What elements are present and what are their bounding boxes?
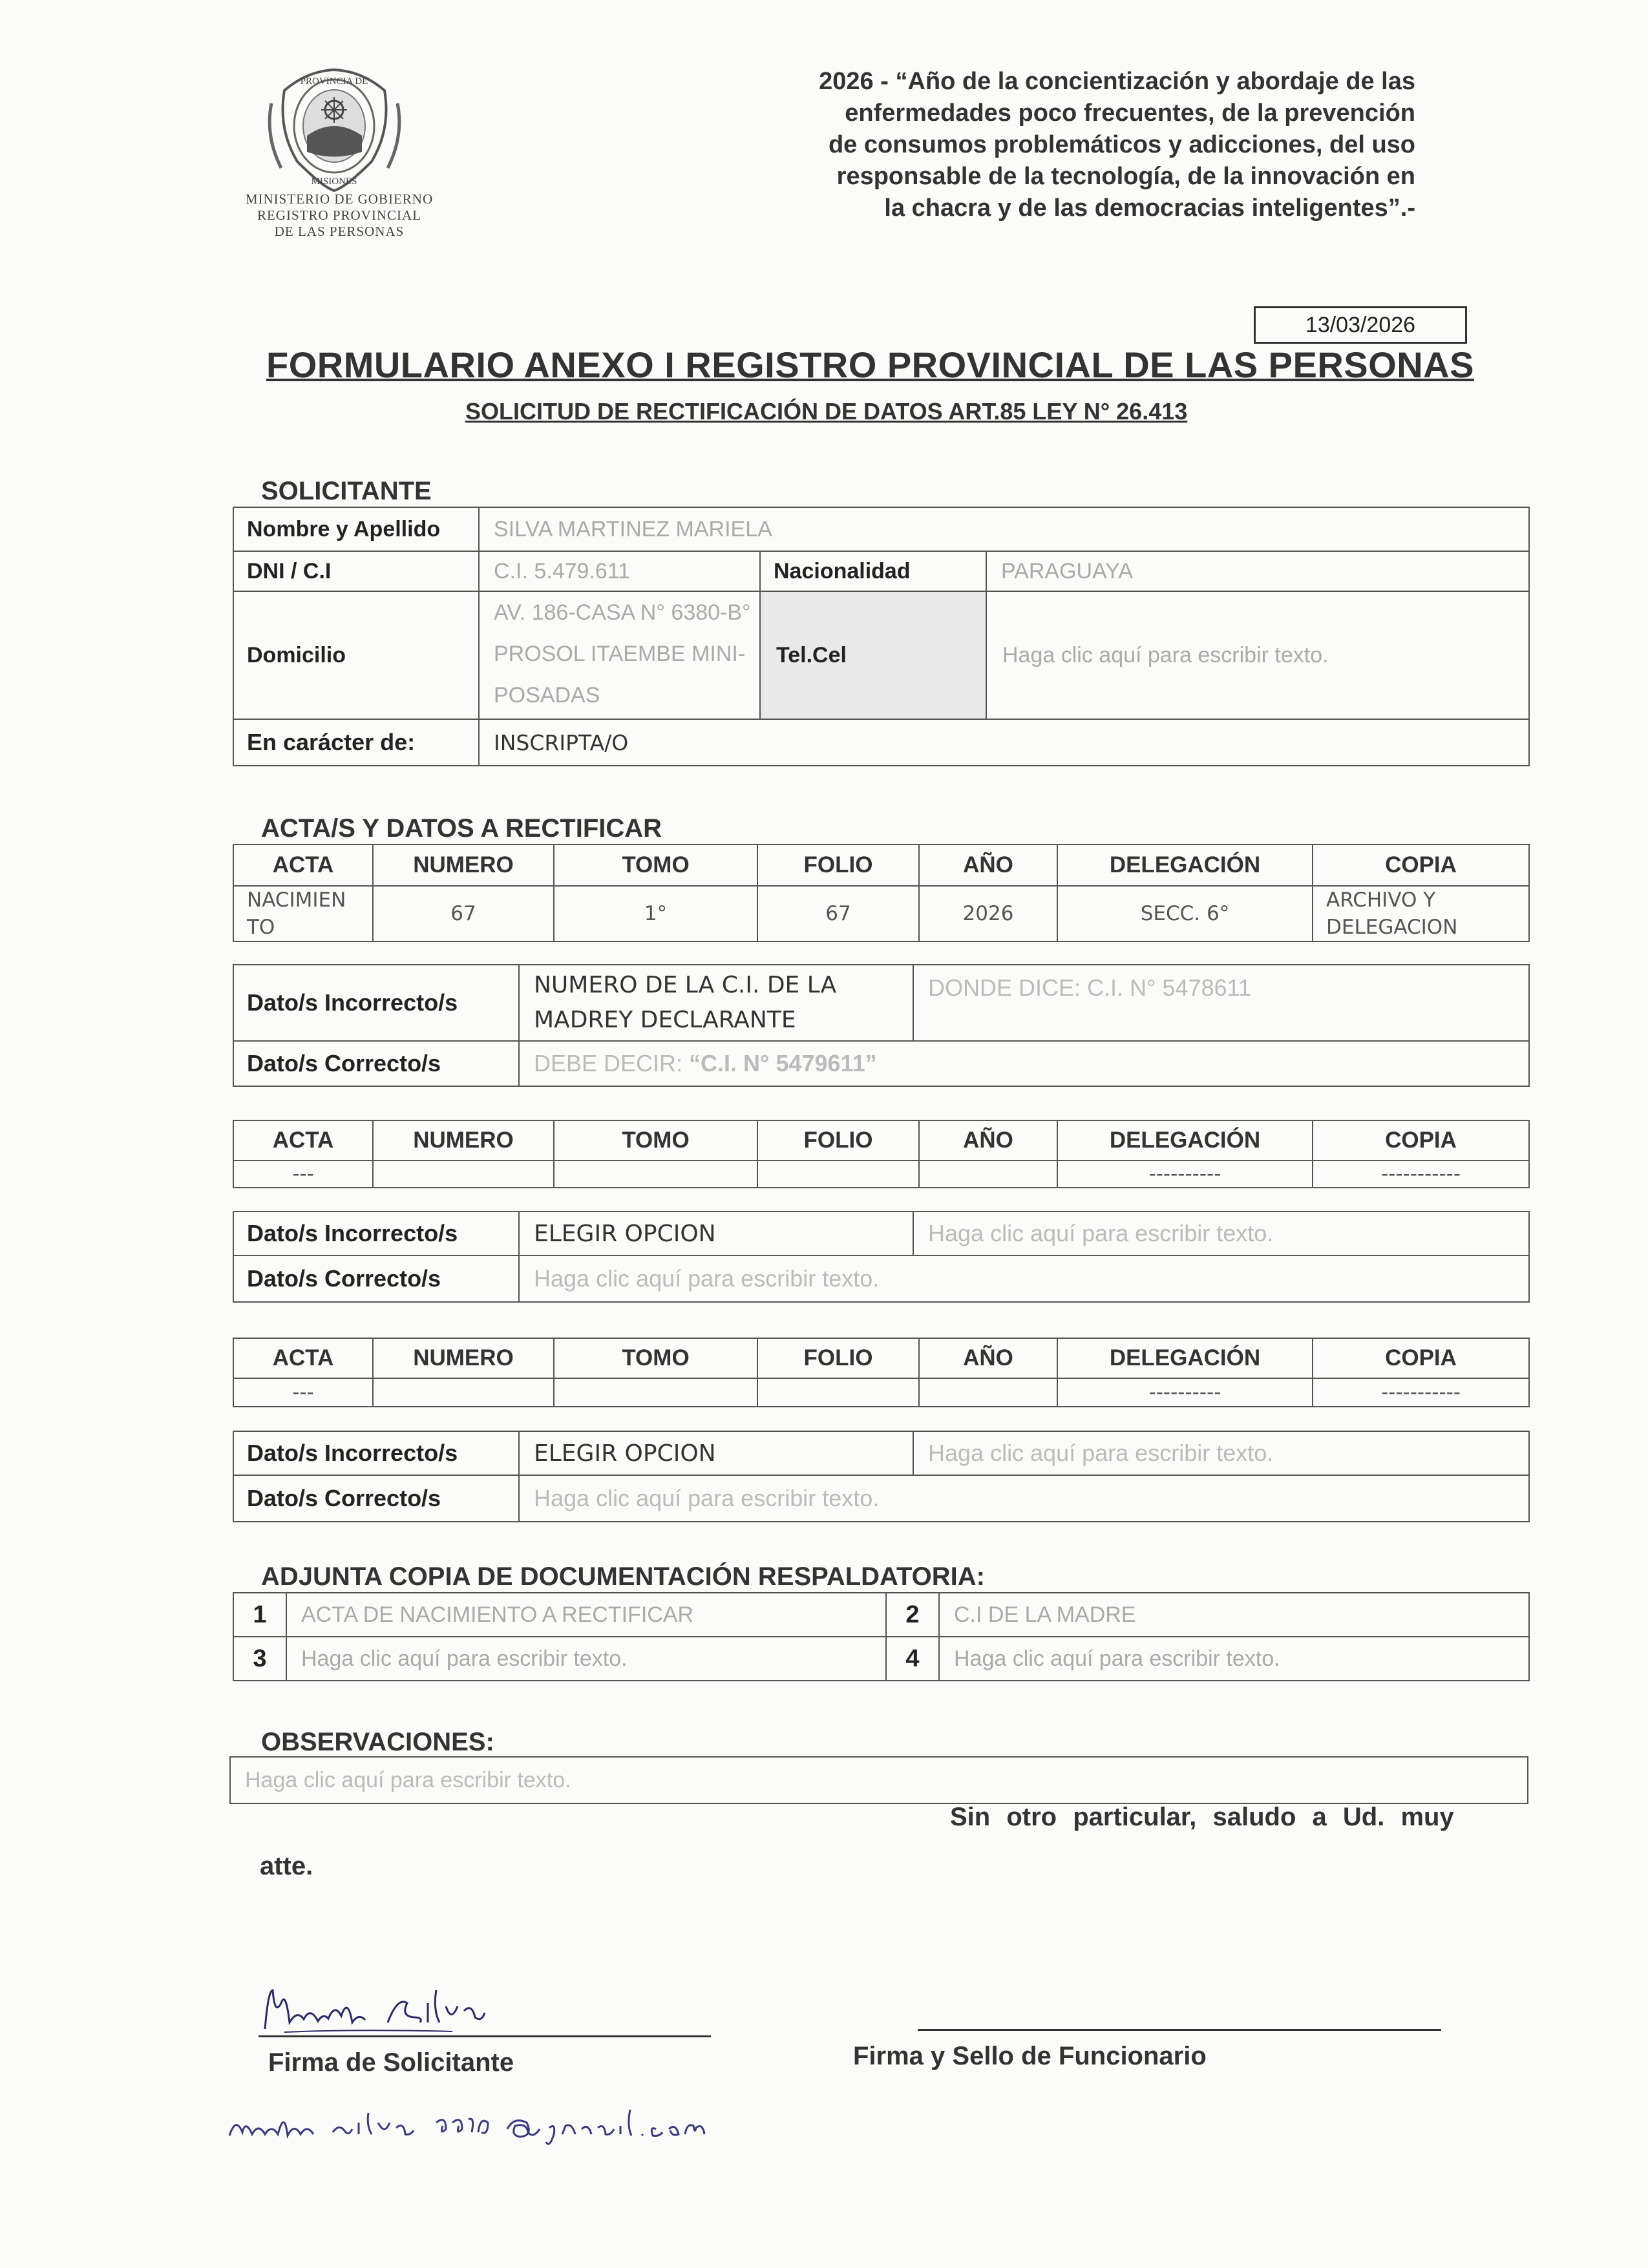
section-title-solicitante: SOLICITANTE (261, 477, 432, 505)
dato-table-3 (233, 1431, 1530, 1522)
nacionalidad-label: Nacionalidad (760, 551, 986, 591)
domicilio-field[interactable] (479, 591, 760, 719)
nacionalidad-field[interactable]: PARAGUAYA (986, 551, 1529, 591)
col-copia: COPIA (1313, 1338, 1529, 1378)
acta-type-field[interactable]: --- (233, 1160, 373, 1188)
numero-field[interactable] (373, 1378, 554, 1407)
adjunta-num: 4 (886, 1637, 939, 1681)
acta-type-line: NACIMIEN (247, 888, 346, 912)
anio-field[interactable]: 2026 (919, 886, 1057, 941)
numero-field[interactable]: 67 (373, 886, 554, 941)
dato-correcto-field[interactable]: Haga clic aquí para escribir texto. (519, 1255, 1529, 1302)
name-label: Nombre y Apellido (233, 507, 479, 551)
closing-line: Sin otro particular, saludo a Ud. muy (950, 1803, 1454, 1831)
dato-correcto-label: Dato/s Correcto/s (233, 1255, 519, 1302)
col-acta: ACTA (233, 1120, 373, 1160)
solicitante-table (233, 507, 1530, 766)
dato-incorrecto-detail[interactable]: Haga clic aquí para escribir texto. (913, 1431, 1529, 1475)
dato-incorrecto-detail[interactable]: DONDE DICE: C.I. N° 5478611 (913, 965, 1529, 1041)
col-tomo: TOMO (554, 1120, 757, 1160)
motto-line: 2026 - “Año de la concientización y abordaje de las (819, 68, 1415, 95)
section-title-observaciones: OBSERVACIONES: (261, 1728, 494, 1756)
delegacion-field[interactable]: ---------- (1057, 1160, 1313, 1188)
tomo-field[interactable] (554, 1160, 757, 1188)
observaciones-field[interactable]: Haga clic aquí para escribir texto. (230, 1757, 1528, 1803)
col-tomo: TOMO (554, 845, 757, 886)
copia-field[interactable]: ----------- (1313, 1160, 1529, 1188)
acta-table-1 (233, 844, 1530, 942)
signature-label-solicitante: Firma de Solicitante (268, 2048, 514, 2077)
date-field[interactable]: 13/03/2026 (1254, 306, 1467, 344)
handwritten-email (223, 2097, 727, 2155)
ministry-line: REGISTRO PROVINCIAL (257, 207, 422, 223)
dato-correcto-label: Dato/s Correcto/s (233, 1041, 519, 1086)
anio-field[interactable] (919, 1378, 1057, 1407)
motto-line: de consumos problemáticos y adicciones, del uso (828, 131, 1415, 158)
tomo-field[interactable]: 1° (554, 886, 757, 941)
col-anio: AÑO (919, 1338, 1057, 1378)
adjunta-field[interactable]: Haga clic aquí para escribir texto. (939, 1637, 1529, 1681)
adjunta-num: 1 (233, 1593, 286, 1637)
dato-correcto-field[interactable]: Haga clic aquí para escribir texto. (519, 1475, 1529, 1522)
col-folio: FOLIO (757, 1120, 919, 1160)
acta-table-2 (233, 1120, 1530, 1188)
col-folio: FOLIO (757, 1338, 919, 1378)
closing-atte: atte. (260, 1852, 313, 1880)
dato-correcto-field[interactable] (519, 1041, 1529, 1086)
year-motto (730, 66, 1415, 224)
col-copia: COPIA (1313, 1120, 1529, 1160)
dato-correcto-value: “C.I. N° 5479611” (689, 1050, 877, 1076)
col-delegacion: DELEGACIÓN (1057, 1120, 1313, 1160)
adjunta-field[interactable]: C.I DE LA MADRE (939, 1593, 1529, 1637)
ministry-name (220, 191, 459, 240)
caracter-field[interactable]: INSCRIPTA/O (479, 719, 1529, 766)
dato-incorrecto-line: NUMERO DE LA C.I. DE LA (534, 972, 837, 998)
motto-line: enfermedades poco frecuentes, de la prevención (845, 100, 1415, 127)
delegacion-field[interactable]: ---------- (1057, 1378, 1313, 1407)
seal-text-bottom: MISIONES (311, 176, 357, 187)
col-tomo: TOMO (554, 1338, 757, 1378)
motto-line: responsable de la tecnología, de la innovación en (836, 163, 1415, 190)
dato-incorrecto-label: Dato/s Incorrecto/s (233, 965, 519, 1041)
form-title: FORMULARIO ANEXO I REGISTRO PROVINCIAL DE LAS PERSONAS (266, 344, 1474, 385)
signature-line-solicitante (259, 2035, 711, 2037)
acta-table-3 (233, 1338, 1530, 1407)
col-acta: ACTA (233, 1338, 373, 1378)
dni-field[interactable]: C.I. 5.479.611 (479, 551, 760, 591)
dato-incorrecto-detail[interactable]: Haga clic aquí para escribir texto. (913, 1212, 1529, 1255)
name-field[interactable]: SILVA MARTINEZ MARIELA (479, 507, 1529, 551)
copia-field[interactable]: ----------- (1313, 1378, 1529, 1407)
folio-field[interactable] (757, 1378, 919, 1407)
adjunta-num: 3 (233, 1637, 286, 1681)
folio-field[interactable]: 67 (757, 886, 919, 941)
col-delegacion: DELEGACIÓN (1057, 1338, 1313, 1378)
acta-type-field[interactable]: --- (233, 1378, 373, 1407)
col-delegacion: DELEGACIÓN (1057, 845, 1313, 886)
dato-incorrecto-select[interactable]: ELEGIR OPCION (519, 1212, 913, 1255)
col-numero: NUMERO (373, 845, 554, 886)
dato-incorrecto-label: Dato/s Incorrecto/s (233, 1212, 519, 1255)
folio-field[interactable] (757, 1160, 919, 1188)
col-numero: NUMERO (373, 1338, 554, 1378)
dato-table-1 (233, 964, 1530, 1087)
dato-correcto-label: Dato/s Correcto/s (233, 1475, 519, 1522)
copia-line: ARCHIVO Y (1326, 888, 1436, 912)
domicilio-line: AV. 186-CASA N° 6380-B° (494, 600, 751, 625)
domicilio-line: POSADAS (494, 683, 600, 708)
tomo-field[interactable] (554, 1378, 757, 1407)
caracter-label: En carácter de: (233, 719, 479, 766)
dni-label: DNI / C.I (233, 551, 479, 591)
anio-field[interactable] (919, 1160, 1057, 1188)
dato-incorrecto-label: Dato/s Incorrecto/s (233, 1431, 519, 1475)
seal-text-top: PROVINCIA DE (300, 76, 368, 87)
domicilio-line: PROSOL ITAEMBE MINI- (494, 642, 746, 666)
dato-incorrecto-field[interactable] (519, 965, 913, 1041)
delegacion-field[interactable]: SECC. 6° (1057, 886, 1313, 941)
copia-field[interactable] (1313, 886, 1529, 941)
copia-line: DELEGACION (1326, 916, 1458, 939)
domicilio-label: Domicilio (233, 591, 479, 719)
col-copia: COPIA (1313, 845, 1529, 886)
col-anio: AÑO (919, 845, 1057, 886)
col-numero: NUMERO (373, 1120, 554, 1160)
signature-label-funcionario: Firma y Sello de Funcionario (853, 2042, 1207, 2070)
dato-incorrecto-line: MADREY DECLARANTE (534, 1007, 796, 1033)
section-title-adjunta: ADJUNTA COPIA DE DOCUMENTACIÓN RESPALDATORIA: (261, 1562, 985, 1591)
acta-type-line: TO (247, 916, 275, 939)
dato-incorrecto-select[interactable]: ELEGIR OPCION (519, 1431, 913, 1475)
dato-correcto-prefix: DEBE DECIR: (534, 1050, 690, 1076)
ministry-line: MINISTERIO DE GOBIERNO (245, 191, 434, 207)
form-subtitle: SOLICITUD DE RECTIFICACIÓN DE DATOS ART.85 LEY N° 26.413 (465, 398, 1188, 425)
telcel-label: Tel.Cel (760, 591, 986, 719)
adjunta-field[interactable]: ACTA DE NACIMIENTO A RECTIFICAR (286, 1593, 886, 1637)
province-seal (259, 65, 410, 194)
signature-line-funcionario (918, 2029, 1441, 2031)
adjunta-field[interactable]: Haga clic aquí para escribir texto. (286, 1637, 886, 1681)
adjunta-num: 2 (886, 1593, 939, 1637)
acta-type-field[interactable] (233, 886, 373, 941)
motto-line: la chacra y de las democracias inteligentes”.- (884, 194, 1415, 222)
numero-field[interactable] (373, 1160, 554, 1188)
telcel-field[interactable]: Haga clic aquí para escribir texto. (986, 591, 1529, 719)
adjunta-table (233, 1592, 1530, 1681)
col-acta: ACTA (233, 845, 373, 886)
ministry-line: DE LAS PERSONAS (274, 224, 405, 239)
handwritten-signature (259, 1977, 549, 2042)
observaciones-table (229, 1756, 1528, 1804)
section-title-actas: ACTA/S Y DATOS A RECTIFICAR (261, 814, 662, 843)
dato-table-2 (233, 1211, 1530, 1303)
col-anio: AÑO (919, 1120, 1057, 1160)
col-folio: FOLIO (757, 845, 919, 886)
